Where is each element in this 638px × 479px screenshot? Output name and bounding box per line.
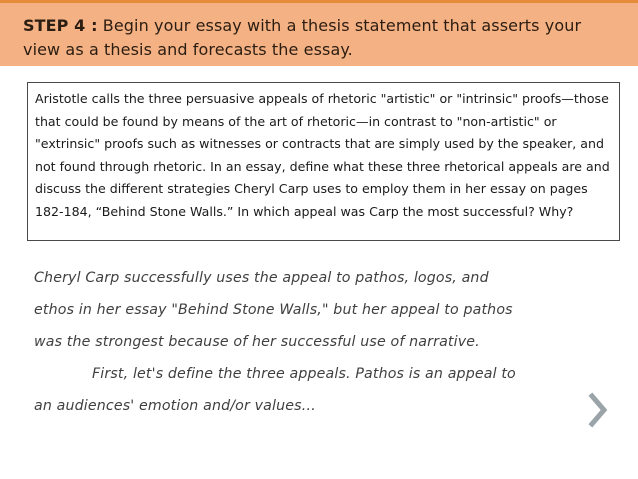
answer-line: Cheryl Carp successfully uses the appeal to pathos, logos, and	[34, 270, 489, 286]
answer-line: ethos in her essay "Behind Stone Walls," but her appeal to pathos	[34, 302, 513, 318]
answer-line: an audiences' emotion and/or values…	[34, 398, 317, 414]
answer-line: First, let's define the three appeals. Pathos is an appeal to	[92, 366, 516, 382]
essay-prompt-text: Aristotle calls the three persuasive appeals of rhetoric "artistic" or "intrinsic" proofs—those that could be found by means of the art of rhetoric—in contrast to "non-artistic" or "extrinsic" proofs such as witnesses or contracts that are simply used by the speaker, and not found through rhetoric. In an essay, define what these three rhetorical appeals are and discuss the different strategies Cheryl Carp uses to employ them in her essay on pages 182-184, “Behind Stone Walls.” In which appeal was Carp the most successful? Why?	[35, 91, 610, 219]
answer-line: was the strongest because of her successful use of narrative.	[34, 334, 480, 350]
sample-thesis-paragraph	[34, 262, 614, 422]
step-instruction: Begin your essay with a thesis statement that asserts your view as a thesis and forecasts the essay.	[23, 16, 582, 59]
essay-prompt-box	[27, 82, 620, 241]
slide-title	[23, 14, 623, 62]
slide-title-bar	[0, 0, 638, 66]
chevron-right-icon[interactable]	[586, 390, 610, 430]
step-label: STEP 4 :	[23, 16, 98, 35]
